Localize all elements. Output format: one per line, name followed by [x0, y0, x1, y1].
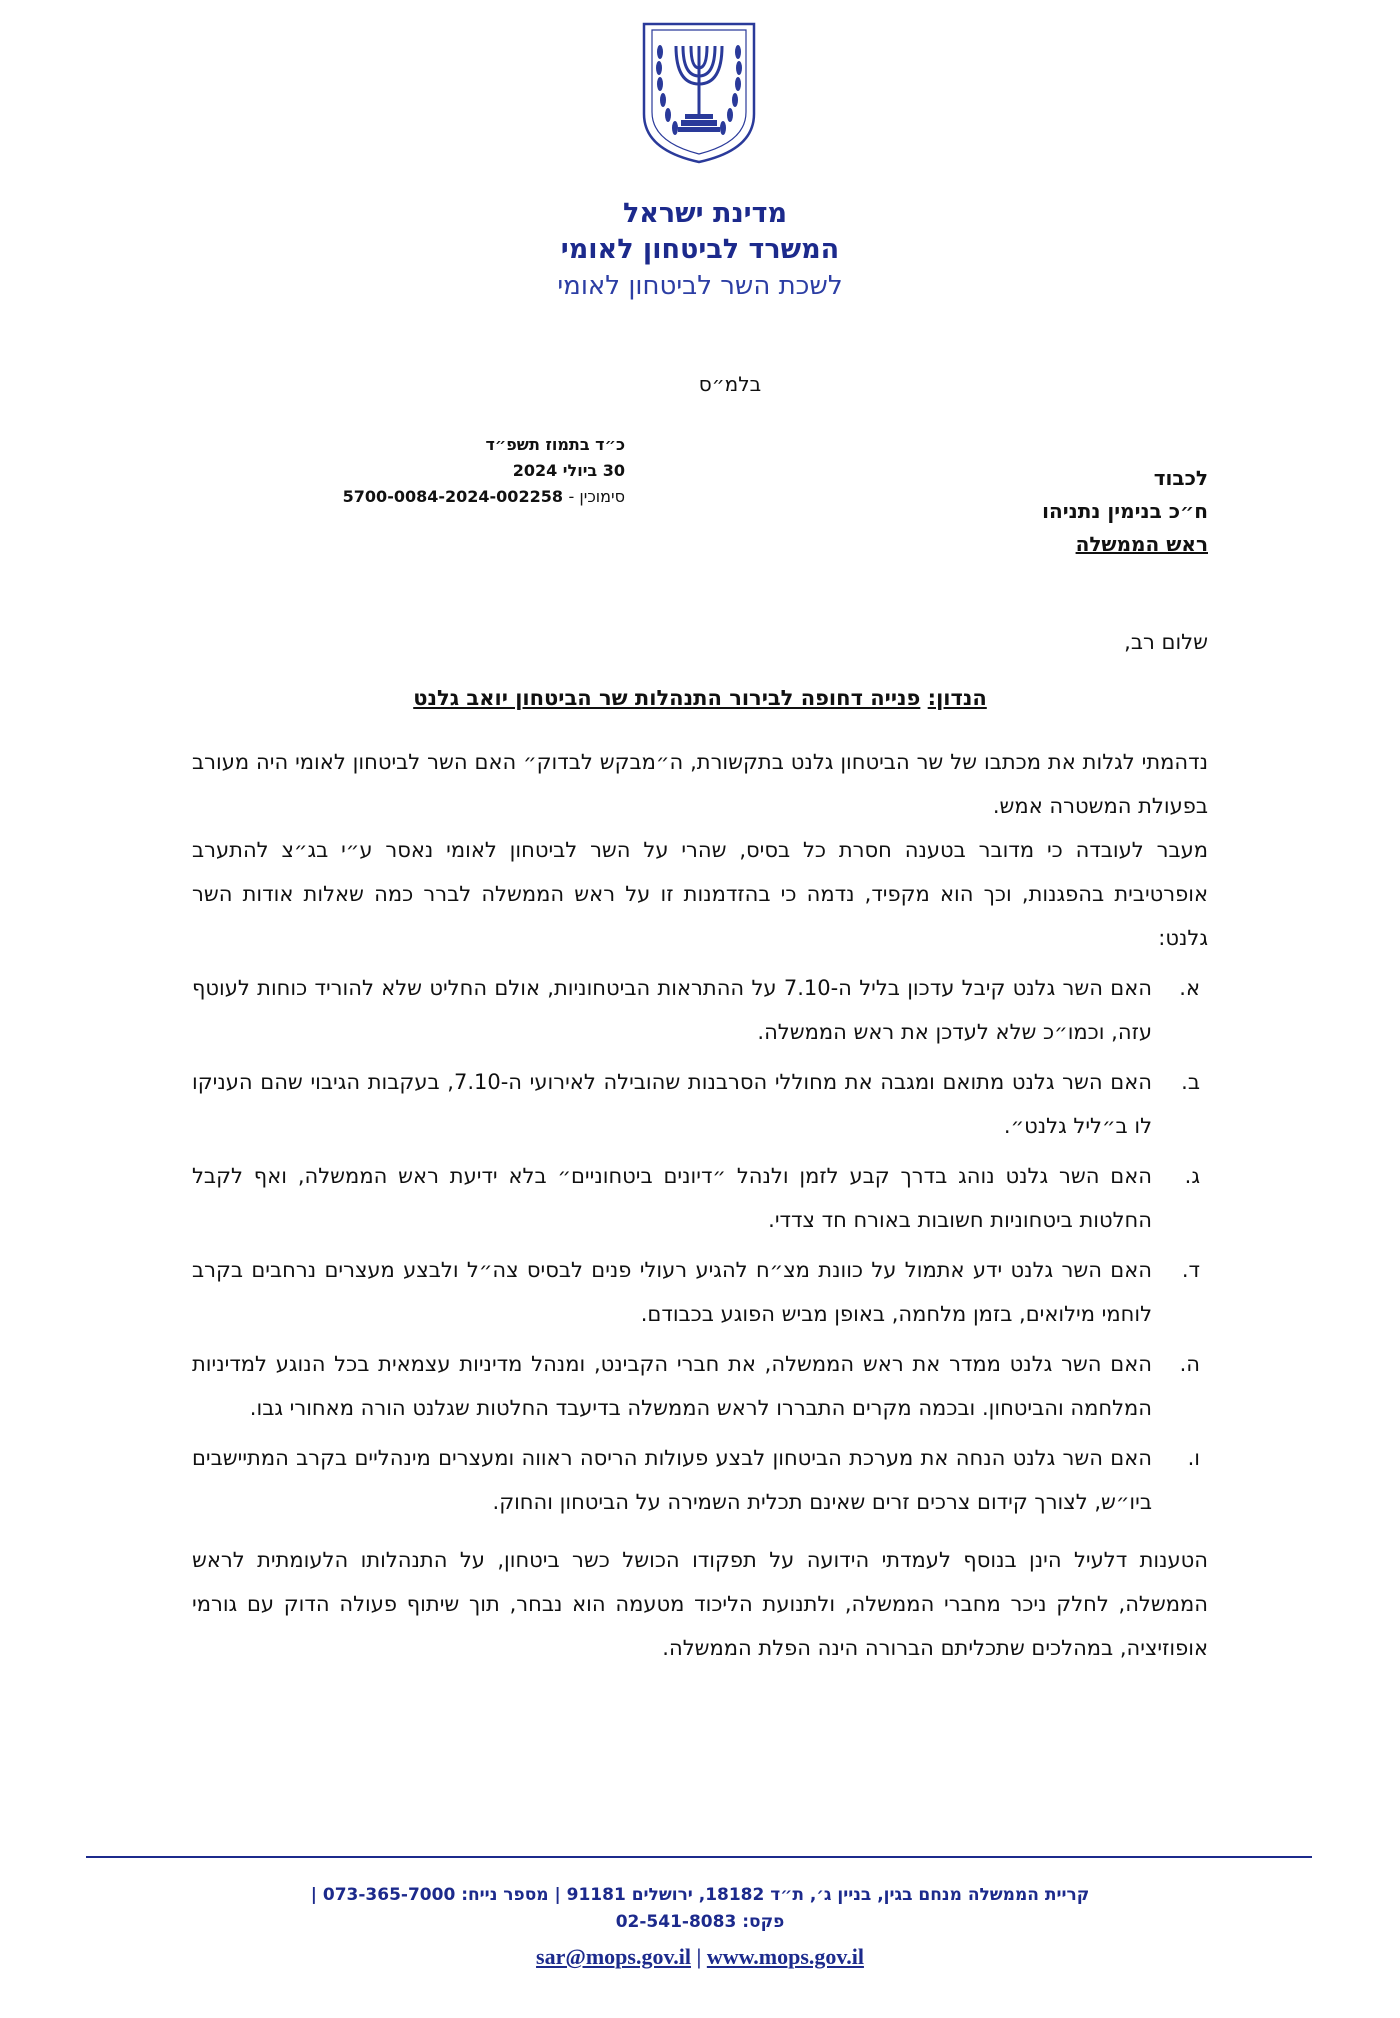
list-item-text: האם השר גלנט קיבל עדכון בליל ה-7.10 על ההתראות הביטחוניות, אולם החליט שלא להוריד כוחות לעוטף עזה, וכמו״כ שלא לעדכן את ראש הממשלה.	[192, 976, 1152, 1044]
list-item-marker: ה.	[1179, 1352, 1200, 1376]
letterhead-state-name: מדינת ישראל	[622, 198, 788, 229]
recipient-name: ח״כ בנימין נתניהו	[1042, 499, 1208, 523]
body-paragraph-1: נדהמתי לגלות את מכתבו של שר הביטחון גלנט בתקשורת, ה״מבקש לבדוק״ האם השר לביטחון לאומי היה מעורב בפעולת המשטרה אמש.	[192, 750, 1208, 818]
recipient-salutation: לכבוד	[1153, 466, 1208, 490]
list-item-text: האם השר גלנט ידע אתמול על כוונת מצ״ח להגיע רעולי פנים לבסיס צה״ל ולבצע מעצרים נרחבים בקרב לוחמי מילואים, בזמן מלחמה, באופן מביש הפוגע בכבודם.	[192, 1258, 1152, 1326]
gregorian-date: 30 ביולי 2024	[512, 461, 625, 480]
letterhead-office-name: לשכת השר לביטחון לאומי	[557, 271, 843, 301]
list-item-text: האם השר גלנט מתואם ומגבה את מחוללי הסרבנות שהובילה לאירועי ה-7.10, בעקבות הגיבוי שהם העניקו לו ב״ליל גלנט״.	[192, 1070, 1152, 1138]
footer-website-link[interactable]: www.mops.gov.il	[706, 1944, 864, 1969]
list-item-text: האם השר גלנט ממדר את ראש הממשלה, את חברי הקבינט, ומנהל מדיניות עצמאית בכל הנוגע למדיניות המלחמה והביטחון. ובכמה מקרים התבררו לראש הממשלה בדיעבד החלטות שגלנט הורה מאחורי גבו.	[192, 1352, 1152, 1420]
recipient-block	[1042, 462, 1208, 561]
footer-link-separator: |	[696, 1944, 702, 1969]
hebrew-date: כ״ד בתמוז תשפ״ד	[485, 435, 625, 454]
subject-label: הנדון:	[927, 686, 987, 710]
footer-email-link[interactable]: sar@mops.gov.il	[536, 1944, 691, 1969]
footer-fax: פקס: 02-541-8083	[615, 1912, 785, 1932]
reference-number: 5700-0084-2024-002258	[342, 487, 563, 506]
list-item-marker: ב.	[1181, 1070, 1200, 1094]
closing-paragraph: הטענות דלעיל הינן בנוסף לעמדתי הידועה על תפקודו הכושל כשר ביטחון, על התנהלותו הלעומתית לראש הממשלה, לחלק ניכר מחברי הממשלה, ולתנועת הליכוד מטעמה הוא נבחר, תוך שיתוף פעולה הדוק עם גורמי אופוזיציה, במהלכים שתכליתם הברורה הינה הפלת הממשלה.	[192, 1548, 1208, 1660]
subject-line	[0, 686, 1400, 710]
letterhead	[0, 196, 1400, 304]
list-item-text: האם השר גלנט נוהג בדרך קבע לזמן ולנהל ״דיונים ביטחוניים״ בלא ידיעת ראש הממשלה, ואף לקבל החלטות ביטחוניות חשובות באורח חד צדדי.	[192, 1164, 1152, 1232]
list-item-text: האם השר גלנט הנחה את מערכת הביטחון לבצע פעולות הריסה ראווה ומעצרים מינהליים בקרב המתיישבים ביו״ש, לצורך קידום צרכים זרים שאינם תכלית השמירה על הביטחון והחוק.	[192, 1446, 1152, 1514]
body-paragraph-2: מעבר לעובדה כי מדובר בטענה חסרת כל בסיס, שהרי על השר לביטחון לאומי נאסר ע״י בג״צ להתערב אופרטיבית בהפגנות, וכך הוא מקפיד, נדמה כי בהזדמנות זו על ראש הממשלה לברר כמה שאלות אודות השר גלנט:	[192, 838, 1208, 950]
recipient-title: ראש הממשלה	[1075, 532, 1208, 556]
list-item-marker: ג.	[1184, 1164, 1200, 1188]
greeting: שלום רב,	[1124, 630, 1208, 654]
questions-list	[192, 966, 1208, 1524]
footer-address-block	[0, 1882, 1400, 1936]
list-item	[192, 1154, 1208, 1242]
list-item	[192, 1248, 1208, 1336]
subject-text: פנייה דחופה לבירור התנהלות שר הביטחון יואב גלנט	[413, 686, 921, 710]
list-item-marker: א.	[1179, 976, 1200, 1000]
letter-body	[192, 740, 1208, 1670]
classification-label: בלמ״ס	[698, 372, 762, 396]
list-item	[192, 1436, 1208, 1524]
reference-label: סימוכין -	[568, 487, 625, 506]
footer-address: קריית הממשלה מנחם בגין, בניין ג׳, ת״ד 18182, ירושלים 91181 | מספר נייח: 073-365-7000 |	[310, 1885, 1090, 1905]
list-item-marker: ד.	[1181, 1258, 1200, 1282]
menorah-emblem-icon	[640, 22, 758, 164]
footer-links	[0, 1944, 1400, 1970]
footer-divider	[86, 1856, 1312, 1858]
reference-line	[205, 484, 625, 510]
date-reference-block	[205, 432, 625, 510]
list-item-marker: ו.	[1187, 1446, 1200, 1470]
list-item	[192, 1342, 1208, 1430]
list-item	[192, 966, 1208, 1054]
list-item	[192, 1060, 1208, 1148]
letterhead-ministry-name: המשרד לביטחון לאומי	[560, 234, 840, 265]
